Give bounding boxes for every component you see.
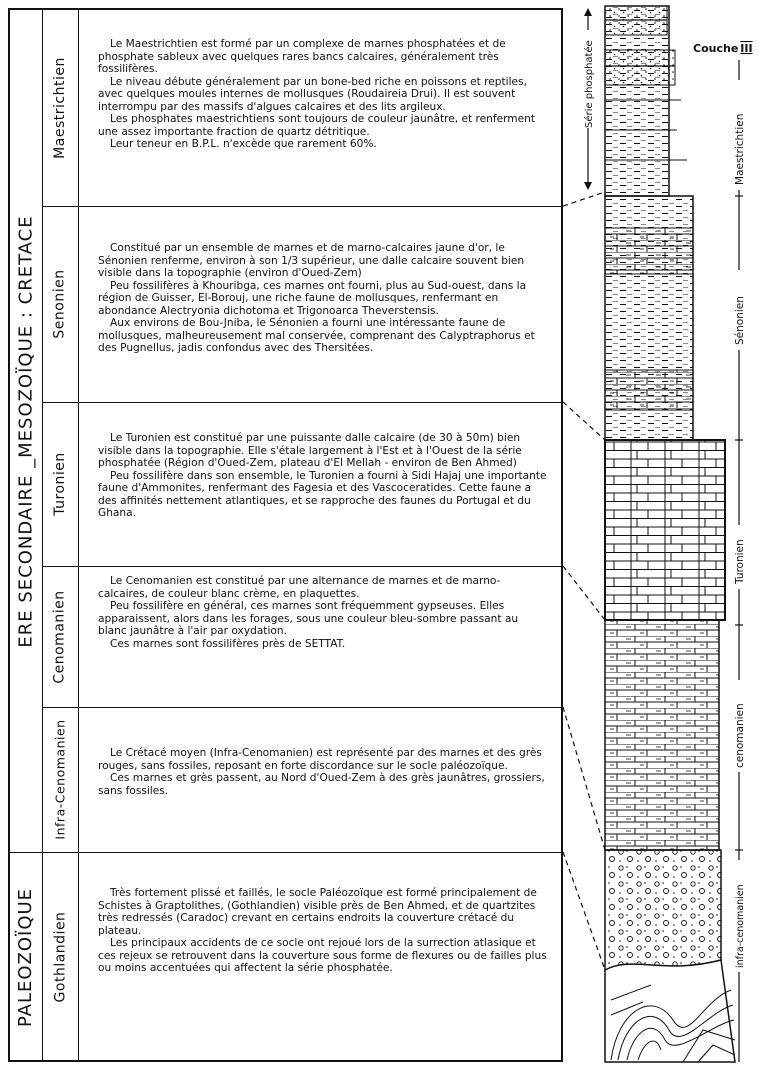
stratigraphic-column bbox=[563, 0, 767, 1070]
paragraph: Aux environs de Bou-Jniba, le Sénonien a fourni une intéressante faune de mollusques, malheureusement mal conservée, comprenant des Calyptraphorus et des Pugnellus, jadis confondus avec des Thersitées. bbox=[98, 317, 535, 354]
paragraph: Le Maestrichtien est formé par un complexe de marnes phosphatées et de phosphate sableux avec quelques rares bancs calcaires, généralement très fossilifères. bbox=[98, 38, 506, 75]
era-label-paleozoic: PALEOZOÏQUE bbox=[15, 887, 37, 1027]
stage-divider bbox=[42, 206, 561, 207]
stage-label-cenomanien: Cenomanien bbox=[52, 589, 69, 684]
description-maestrichtien bbox=[88, 38, 558, 151]
paragraph: Peu fossilifère en général, ces marnes sont fréquemment gypseuses. Elles apparaissent, alors dans les forages, sous une couleur bleu-sombre passant au blanc jaunâtre à l'air par oxydation. bbox=[98, 600, 519, 637]
paragraph: Le niveau débute généralement par un bone-bed riche en poissons et reptiles, avec quelques moules internes de mollusques (Roudaireia Drui). Il est souvent interrompu par des massifs d'algues calcaires et des lits argileux. bbox=[98, 75, 527, 113]
description-gothlandien bbox=[88, 887, 558, 975]
paragraph: Très fortement plissé et faillés, le socle Paléozoïque est formé principalement de Schistes à Graptolithes, (Gothlandien) visible près de Ben Ahmed, et de quartzites très redressés (Caradoc) crevant en certains endroits la couverture crétacé du plateau. bbox=[98, 887, 537, 937]
paragraph: Constitué par un ensemble de marnes et de marno-calcaires jaune d'or, le Sénonien renferme, environ à son 1/3 supérieur, une dalle calcaire souvent bien visible dans la topographie (environ d'Oued-Zem) bbox=[98, 242, 525, 279]
stage-label-gothlandien: Gothlandien bbox=[52, 911, 69, 1003]
stage-label-maestrichtien: Maestrichtien bbox=[52, 57, 69, 159]
paragraph: Le Turonien est constitué par une puissante dalle calcaire (de 30 à 50m) bien visible dans la topographie. Elle s'étale largement à l'Est et à l'Ouest de la série phosphatée (Région d'Oued-Zem, plateau d'El Mellah - environ de Ben Ahmed) bbox=[98, 432, 522, 469]
column-stage-label-senonien: Sénonien bbox=[734, 296, 746, 345]
infra-cenomanien-sandstone bbox=[605, 850, 721, 970]
paragraph: Les phosphates maestrichtiens sont toujours de couleur jaunâtre, et renferment une assez importante fraction de quartz détritique. bbox=[98, 113, 535, 138]
column-stage-label-infra-cenomanien: infra-cenomanien bbox=[735, 884, 746, 968]
stage-label-infra-cenomanien: Infra-Cenomanien bbox=[52, 719, 68, 840]
column-stage-label-turonien: Turonien bbox=[734, 539, 746, 584]
paragraph: Le Cenomanien est constitué par une alternance de marnes et de marno-calcaires, de couleur blanc crème, en plaquettes. bbox=[98, 575, 501, 600]
senonien-limestone-slab bbox=[605, 370, 693, 410]
stratigraphic-table bbox=[8, 8, 563, 1062]
turonien-limestone bbox=[605, 440, 725, 620]
correlation-lines bbox=[563, 192, 605, 970]
paragraph: Leur teneur en B.P.L. n'excède que rarement 60%. bbox=[110, 138, 377, 150]
column-stage-label-cenomanien: cenomanien bbox=[734, 703, 746, 768]
paragraph: Le Crétacé moyen (Infra-Cenomanien) est représenté par des marnes et des grès rouges, sans fossiles, reposant en forte discordance sur le socle paléozoïque. bbox=[98, 747, 542, 772]
phosphate-bed bbox=[605, 50, 675, 85]
cenomanien-marls bbox=[605, 620, 719, 850]
era-divider bbox=[10, 852, 561, 853]
senonien-limestone-slab bbox=[605, 228, 693, 274]
stage-label-turonien: Turonien bbox=[52, 452, 68, 516]
stage-divider bbox=[42, 707, 561, 708]
paragraph: Peu fossilifère dans son ensemble, le Turonien a fourni à Sidi Hajaj une importante faune d'Ammonites, renfermant des Fagesia et des Vascoceratides. Cette faune a des affinités nettement atlantiques, et se rapproche des faunes du Portugal et du Ghana. bbox=[98, 469, 547, 519]
paragraph: Peu fossilifères à Khouribga, ces marnes ont fourni, plus au Sud-ouest, dans la région de Guisser, El-Borouj, une riche faune de mollusques, renfermant en abondance Alectryonia dichotoma et Trigonoarca Theverstensis. bbox=[98, 279, 527, 317]
phosphate-series-label: Série phosphatée bbox=[584, 40, 595, 128]
paragraph: Ces marnes sont fossilifères près de SETTAT. bbox=[110, 637, 346, 650]
era-label-mesozoic: ERE SECONDAIRE _MESOZOÏQUE : CRETACE bbox=[15, 214, 37, 648]
description-cenomanien bbox=[88, 575, 558, 650]
column-stage-label-maestrichtien: Maestrichtien bbox=[734, 113, 746, 185]
stage-divider bbox=[42, 566, 561, 567]
description-senonien bbox=[88, 242, 558, 355]
stage-column-divider bbox=[78, 10, 79, 1060]
stage-label-senonien: Senonien bbox=[52, 269, 68, 339]
description-turonien bbox=[88, 432, 558, 520]
description-infra-cenomanien bbox=[88, 747, 558, 797]
couche-label: Couche III bbox=[693, 42, 753, 55]
paragraph: Ces marnes et grès passent, au Nord d'Oued-Zem à des grès jaunâtres, grossiers, sans fossiles. bbox=[98, 772, 545, 797]
paragraph: Les principaux accidents de ce socle ont rejoué lors de la surrection atlasique et ces rejeux se retrouvent dans la couverture sous forme de flexures ou de failles plus ou moins accentuées qui affectent la série phosphatée. bbox=[98, 937, 547, 974]
stage-divider bbox=[42, 402, 561, 403]
paleozoic-basement bbox=[605, 960, 735, 1062]
